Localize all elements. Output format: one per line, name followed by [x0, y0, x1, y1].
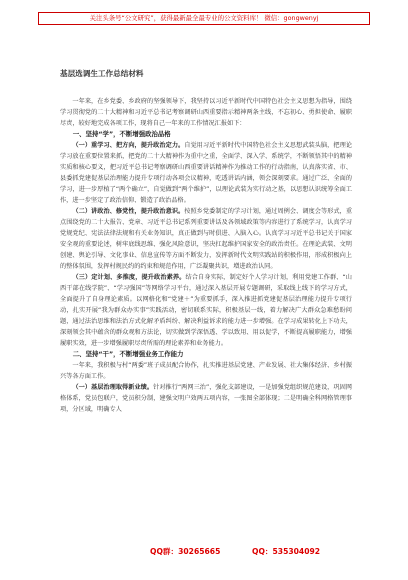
item-text: 针对推行“两网三治”，强化支部建设，一是加强党组织规范建设，巩固网格体系，党员包联户，党员积分制，建强文明户效两五项内容，一张图全部体现；二是明确全科网格管理事项，分区域，明确专人 [60, 384, 352, 413]
intro-paragraph: 一年来，在乡党委、乡政府的坚强领导下，我坚持以习近平新时代中国特色社会主义思想为指导，围绕学习贯彻党的二十大精神和习近平总书记考察调研山西重要指示精神两条主线，不忘初心、勇担使命、履职尽责，较好地完成各项工作，现将自己一年来的工作情况汇报如下： [60, 98, 352, 127]
section1-item-1 [60, 140, 352, 206]
section1-item-3 [60, 272, 352, 349]
item-text: 结合自身实际，制定好个人学习计划，利用党建工作群、“山西干部在线学院”、“学习强国”等网络学习平台，通过深入基层开展专题调研，采取线上线下的学习方式，全面提升了自身理论素质。以网格化和“党建＋”为重要抓手，深入推进抓党建促基层治理能力提升专项行动，扎实开展“我为群众办实事”实践活动，密切联系实际，积极基层一线，着力解决广大群众急难愁盼问题，通过法治思维和法治方式化解矛盾纠纷、解决利益诉求的能力进一步增强。在学习成果转化上下功夫，深刻领会其中蕴含的群众观和方法论，切实做到学深悟透、学以致用、用以促学，不断提高履职能力，增强履职实效，进一步增强履职尽责所需的理论素养和业务能力。 [60, 274, 352, 347]
item-text: 自觉用习近平新时代中国特色社会主义思想武装头脑，把理论学习放在重要位置来抓，把党的二十大精神作为重中之重，全面学、深入学、系统学，不断领悟其中的精神实质和核心要义，把习近平总书记考察调研山西重要讲话精神作为推动工作的行动指南，认真落实省、市、县委抓党建促基层治理能力提升专项行动各项会议精神，吃透讲话内涵，领会深刻要求。通过广泛、全面的学习，进一步厚植了“两个确立”，自觉做到“两个维护”，以理论武装为实行动之基，以思想认识统筹全面工作，进一步坚定了政治信仰、锻造了政治品格。 [60, 142, 353, 204]
section-heading-1: 一、坚持“学”，不断增强政治品格 [72, 130, 171, 138]
qq-number: QQ：535304092 [252, 547, 321, 556]
qq-group-number: QQ群：30265665 [150, 547, 221, 556]
document-body [60, 96, 352, 415]
item-text: 按照乡党委制定的学习计划，通过周例会、调度会等形式，重点围绕党的二十大报告、党章、习近平总书记系列重要讲话及各领域政策等内容进行了系统学习，认真学习党规党纪、宪法法律法规和有关业务知识，真正做到与时俱进、入脑入心。认真学习习近平总书记关于国家安全观的重要论述，树牢底线思维、强化风险意识，坚决扛起维护国家安全的政治责任。在理论武装、文明创建、舆论引导、文化事业、信息宣传等方面不断发力，发挥新时代文明实践站的积极作用，形成积极向上的整体氛围，发挥村规民约的约束和规范作用，广泛凝聚共识，增进政治认同。 [60, 208, 353, 270]
section2-intro: 一年来，我积极与村“两委”班子成员配合协作，扎实推进基层党建、产业发展、社大集体经济、乡村振兴等各方面工作。 [60, 362, 352, 380]
promo-banner: 关注头条号“公文研究”，获得最新最全最专业的公文资料库！ 微信：gongwenyj [38, 12, 370, 25]
section1-item-2 [60, 206, 352, 272]
section-heading-2: 二、坚持“干”，不断增强业务工作能力 [72, 350, 184, 358]
item-lead: （一）重学习、把方向，提升政治定力。 [72, 142, 185, 149]
item-lead: （二）讲政治、修党性，提升政治意识。 [72, 208, 185, 215]
item-lead: （三）定计划、多推度，提升政治素养。 [72, 274, 186, 281]
document-title: 基层选调生工作总结材料 [60, 69, 144, 78]
item-lead: （一）基层治理取得新业绩。 [72, 384, 154, 391]
section2-item-1 [60, 382, 352, 415]
footer-contact [0, 546, 408, 560]
